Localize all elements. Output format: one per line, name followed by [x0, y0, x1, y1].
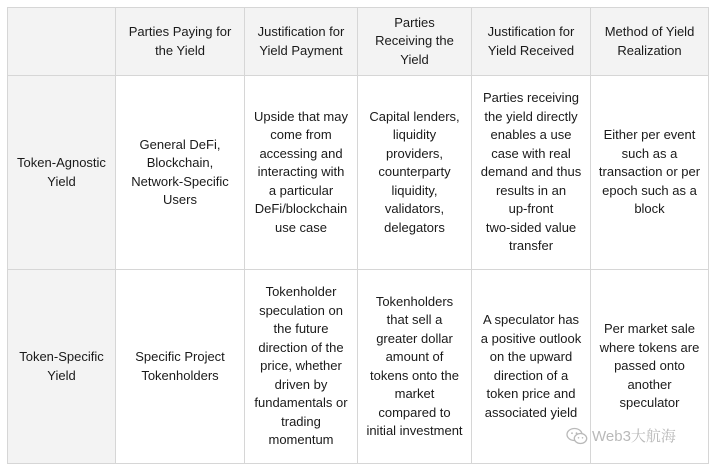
wechat-icon — [566, 427, 588, 445]
table-cell: Per market sale where tokens are passed onto another speculator — [591, 270, 709, 464]
row-label-token-specific: Token-Specific Yield — [8, 270, 116, 464]
header-row — [8, 8, 709, 76]
watermark — [566, 425, 676, 446]
table-row — [8, 76, 709, 270]
table-cell: Tokenholder speculation on the future direction of the price, whether driven by fundamentals or trading momentum — [245, 270, 358, 464]
header-justification-received: Justification for Yield Received — [472, 8, 591, 76]
table-cell: Either per event such as a transaction or per epoch such as a block — [591, 76, 709, 270]
watermark-text: Web3大航海 — [592, 428, 676, 445]
table-cell: Upside that may come from accessing and interacting with a particular DeFi/blockchain use case — [245, 76, 358, 270]
yield-comparison-table — [7, 7, 709, 464]
table-cell: General DeFi, Blockchain, Network-Specific Users — [116, 76, 245, 270]
table-cell: Parties receiving the yield directly enables a use case with real demand and thus results in an up-front two-sided value transfer — [472, 76, 591, 270]
table-cell: A speculator has a positive outlook on the upward direction of a token price and associated yield — [472, 270, 591, 464]
header-method-realization: Method of Yield Realization — [591, 8, 709, 76]
header-parties-paying: Parties Paying for the Yield — [116, 8, 245, 76]
table-cell: Tokenholders that sell a greater dollar amount of tokens onto the market compared to initial investment — [358, 270, 472, 464]
row-label-token-agnostic: Token-Agnostic Yield — [8, 76, 116, 270]
header-parties-receiving: Parties Receiving the Yield — [358, 8, 472, 76]
table-cell: Capital lenders, liquidity providers, counterparty liquidity, validators, delegators — [358, 76, 472, 270]
table-cell: Specific Project Tokenholders — [116, 270, 245, 464]
header-corner — [8, 8, 116, 76]
header-justification-payment: Justification for Yield Payment — [245, 8, 358, 76]
